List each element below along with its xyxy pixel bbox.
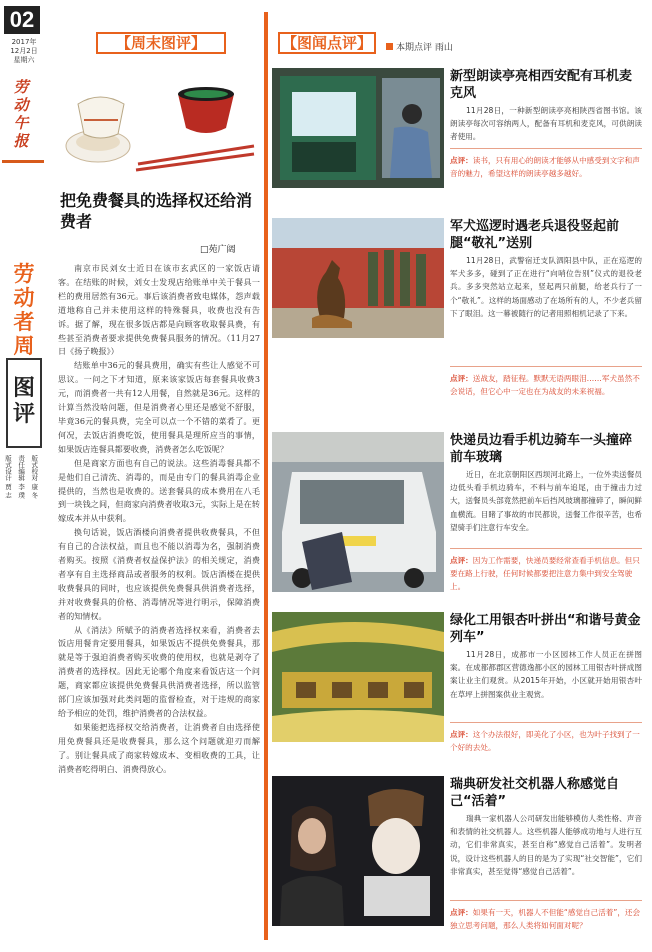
news-body: 11月28日，成都市一小区园林工作人员正在拼图案。在成都都郡区营德逸都小区的园林工用银杏叶拼成图案让业主们观赏。从2015年开始，小区就开始用银杏叶在草坪上拼图案供业主观赏。 — [450, 650, 642, 699]
military-dog-photo — [272, 218, 444, 338]
date-year: 2017年 — [11, 38, 37, 46]
news-item — [270, 218, 646, 408]
news-comment — [450, 722, 642, 754]
article-byline: □苑广阔 — [200, 245, 236, 255]
section-name: 劳动者周 — [13, 262, 35, 358]
commentary-author-text: 本期点评 雨山 — [396, 43, 453, 53]
commentary-author — [386, 40, 453, 53]
strip-rule — [2, 160, 44, 163]
news-item — [270, 432, 646, 592]
article-paragraph: 从《消法》所赋予的消费者选择权来看，消费者去饭店用餐肯定要用餐具，如果饭店不提供免费餐具，那就是等于强迫消费者购买收费的使用权，也就是剥夺了消费者的选择权。因此无论哪个角度来看饭店这一个问题，商家都应该提供免费餐具供消费者选择，所以监管部门应该加强对此类问题的监督检查，对于违规的商家给予相应的处罚，维护消费者的合法权益。 — [58, 624, 260, 718]
comment-text: 因为工作需要，快递员要经常查看手机信息。但只要在路上行驶，任何时候都要把注意力集中到安全驾驶上。 — [450, 556, 640, 592]
comment-text: 如果有一天，机器人不但能“感觉自己活着”，还会独立思考问题，那么人类将如何面对呢？ — [450, 908, 641, 931]
news-comment — [450, 366, 642, 398]
date-day: 12月2日 — [10, 47, 38, 55]
comment-label: 点评： — [450, 730, 473, 739]
article-paragraph: 如果能把选择权交给消费者，让消费者自由选择使用免费餐具还是收费餐具，那么这个问题就迎刃而解了。别让餐具成了商家转嫁成本、变相收费的工具，让消费者吃得明白、消费得放心。 — [58, 721, 260, 774]
comment-label: 点评： — [450, 156, 473, 165]
credits — [4, 455, 44, 501]
article-paragraph: 结账单中36元的餐具费用，确实有些让人感觉不可思议。一问之下才知道，原来该家饭店每套餐具收费3元，而消费者一共有12人用餐，自然就是36元。这样的计算当然没啥问题，但是消费者心里还是感觉不舒服，毕竟36元的餐具费，完全可以点一个不错的菜肴了。更何况，去饭店消费吃饭，使用餐具是理所应当的事情，如果饭店连餐具都要收费，消费者怎么吃饭呢？ — [58, 360, 260, 454]
news-body: 瑞典一家机器人公司研发出能够模仿人类性格、声音和表情的社交机器人。这些机器人能够成功地与人进行互动，它们非常真实，甚至自称“感觉自己活着”。发明者说，设计这些机器人的目的是为了实现“社交智能”，它们非常真实，甚至觉得“感觉自己活着”。 — [450, 814, 642, 876]
page-number: 02 — [4, 6, 40, 34]
masthead-logo: 劳动午报 — [13, 78, 29, 150]
date-weekday: 星期六 — [13, 56, 35, 64]
news-item — [270, 68, 646, 190]
reading-booth-photo — [272, 68, 444, 188]
dateline — [4, 38, 44, 65]
comment-text: 送战友，踏征程。默默无语两眼泪……军犬虽然不会说话，但它心中一定也在为战友的未来祝福。 — [450, 374, 640, 397]
news-title: 快递员边看手机边骑车一头撞碎前车玻璃 — [450, 433, 633, 465]
comment-text: 读书，只有用心的朗读才能够从中感受到文字和声音的魅力，希望这样的朗读亭越多越好。 — [450, 156, 640, 179]
tableware-illustration — [58, 64, 258, 184]
right-section-header: 【图闻点评】 — [278, 32, 376, 54]
news-comment — [450, 548, 642, 594]
column-name: 图评 — [12, 376, 35, 427]
column-divider — [264, 12, 268, 940]
article-body — [58, 262, 260, 952]
article-paragraph: 换句话说，饭店酒楼向消费者提供收费餐具，不但有自己的合法权益，而且也不能以消毒为名，强制消费者购买。按照《消费者权益保护法》的相关规定，消费者享有自主选择商品或者服务的权利。饭店酒楼在提供收费餐具的同时，也应该提供免费餐具供消费者选择，并对收费餐具的价格、消毒情况等进行明示，保障消费者的知情权。 — [58, 527, 260, 621]
article-headline: 把免费餐具的选择权还给消费者 — [60, 191, 253, 231]
news-comment — [450, 148, 642, 180]
column-name-box — [6, 358, 42, 448]
news-comment — [450, 900, 642, 932]
news-title: 军犬巡逻时遇老兵退役竖起前腿“敬礼”送别 — [450, 219, 620, 251]
comment-label: 点评： — [450, 908, 473, 917]
article-paragraph: 但是商家方面也有自己的说法。这些消毒餐具都不是他们自己清洗、消毒的，而是由专门的餐具消毒企业提供的，当然也是收费的。送套餐具的成本费用在八毛到一块钱之间，但商家向消费者收取3元，实际上是在转嫁成本并从中获利。 — [58, 457, 260, 524]
news-title: 瑞典研发社交机器人称感觉自己“活着” — [450, 777, 620, 809]
comment-text: 这个办法很好，即美化了小区，也为叶子找到了一个好的去处。 — [450, 730, 640, 753]
news-item — [270, 612, 646, 760]
news-item — [270, 776, 646, 946]
credit-line: 责任编辑 李 璞 — [17, 455, 26, 499]
news-body: 11月28日，一种新型朗读亭亮相陕西省图书馆。该朗读亭每次可容纳两人，配备有耳机和麦克风，可供朗读者使用。 — [450, 106, 642, 142]
news-title: 新型朗读亭亮相西安配有耳机麦克风 — [450, 69, 633, 101]
ginkgo-leaf-photo — [272, 612, 444, 742]
square-bullet-icon — [386, 43, 393, 50]
credit-line: 版式设计 贾 志 — [4, 455, 12, 499]
comment-label: 点评： — [450, 374, 473, 383]
news-title: 绿化工用银杏叶拼出“和谐号黄金列车” — [450, 613, 641, 645]
accident-photo — [272, 432, 444, 592]
comment-label: 点评： — [450, 556, 473, 565]
news-body: 11月28日，武警宿迁支队泗阳县中队，正在巡逻的军犬多多，碰到了正在进行“向哨位告别”仪式的退役老兵。多多突然站立起来，竖起两只前腿，给老兵行了一个“敬礼”。这样的场面感动了在场所有的人，不少老兵留下了眼泪。这一幕被随行的记者用照相机记录了下来。 — [450, 256, 642, 318]
article-paragraph: 南京市民刘女士近日在该市玄武区的一家饭店请客。在结账的时候，刘女士发现店给账单中关于餐具一栏的费用居然有36元。事后该消费者致电媒体，怨声载道地称自己并未使用这样的特殊餐具，收费也没有告诉。据了解，现在很多饭店都是向顾客收取餐具费，有些甚至消费者要求提供免费餐具服务的情况。（11月27日《扬子晚报》） — [58, 263, 260, 357]
news-body: 近日，在北京朝阳区西坝河北路上，一位外卖送餐员边低头看手机边骑车，不料与前车追尾，由于撞击力过大，送餐员头部竟然把前车后挡风玻璃都撞碎了，瞬间鲜血横流。目睹了事故的市民都说，送餐工作很辛苦，也希望骑手们注意行车安全。 — [450, 470, 642, 532]
robot-photo — [272, 776, 444, 926]
credit-line: 版式校对 康 冬 — [30, 455, 39, 499]
left-section-header: 【周末图评】 — [96, 32, 226, 54]
